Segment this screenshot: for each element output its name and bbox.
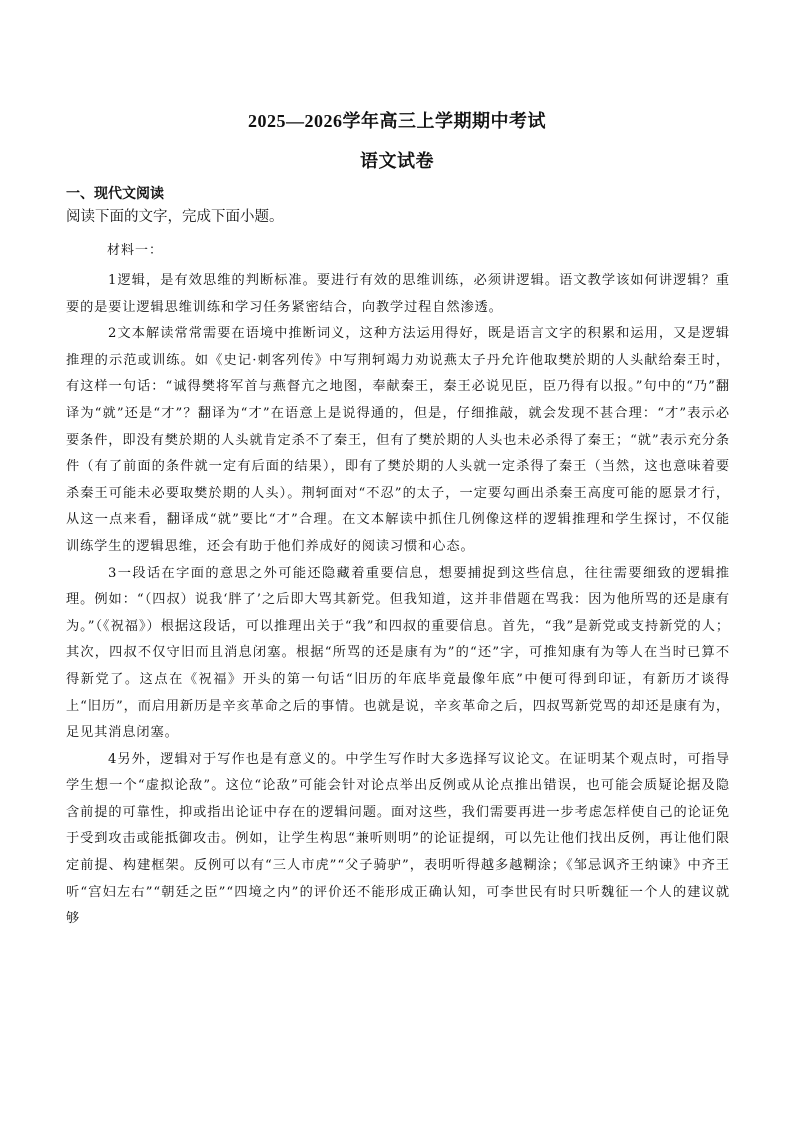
- material-label: 材料一：: [107, 243, 164, 258]
- paragraph-4: 4另外，逻辑对于写作也是有意义的。中学生写作时大多选择写议论文。在证明某个观点时，可指导学生想一个“虚拟论敌”。这位“论敌”可能会针对论点举出反例或从论点推出错误，也可能会质疑论据及隐含前提的可靠性，抑或指出论证中存在的逻辑问题。面对这些，我们需要再进一步考虑怎样使自己的论证免于受到攻击或能抵御攻击。例如，让学生构思“兼听则明”的论证提纲，可以先让他们找出反例，再让他们限定前提、构建框架。反例可以有“三人市虎”“父子骑驴”，表明听得越多越糊涂；《邹忌讽齐王纳谏》中齐王听“宫妇左右”“朝廷之臣”“四境之内”的评价还不能形成正确认知，可李世民有时只听魏征一个人的建议就够: [66, 751, 730, 927]
- paragraph-3: 3一段话在字面的意思之外可能还隐藏着重要信息，想要捕捉到这些信息，往往需要细致的逻辑推理。例如：“（四叔）说我‘胖了’之后即大骂其新党。但我知道，这并非借题在骂我：因为他所骂的还是康有为。”（《祝福》）根据这段话，可以推理出关于“我”和四叔的重要信息。首先，“我”是新党或支持新党的人；其次，四叔不仅守旧而且消息闭塞。根据“所骂的还是康有为”的“还”字，可推知康有为等人在当时已算不得新党了。这点在《祝福》开头的第一句话“旧历的年底毕竟最像年底”中便可得到印证，有新历才谈得上“旧历”，而启用新历是辛亥革命之后的事情。也就是说，辛亥革命之后，四叔骂新党骂的却还是康有为，足见其消息闭塞。: [66, 565, 730, 741]
- exam-title: 2025—2026学年高三上学期期中考试: [248, 111, 546, 131]
- section-heading: 一、现代文阅读: [66, 185, 164, 201]
- exam-subtitle: 语文试卷: [360, 151, 434, 171]
- paragraph-1: 1逻辑，是有效思维的判断标准。要进行有效的思维训练，必须讲逻辑。语文教学该如何讲逻辑？重要的是要让逻辑思维训练和学习任务紧密结合，向教学过程自然渗透。: [66, 273, 730, 315]
- reading-instruction: 阅读下面的文字，完成下面小题。: [66, 209, 284, 225]
- paragraph-2: 2文本解读常常需要在语境中推断词义，这种方法运用得好，既是语言文字的积累和运用，又是逻辑推理的示范或训练。如《史记·刺客列传》中写荆轲竭力劝说燕太子丹允许他取樊於期的人头献给秦王时，有这样一句话：“诚得樊将军首与燕督亢之地图，奉献秦王，秦王必说见臣，臣乃得有以报。”句中的“乃”翻译为“就”还是“才”？翻译为“才”在语意上是说得通的，但是，仔细推敲，就会发现不甚合理：“才”表示必要条件，即没有樊於期的人头就肯定杀不了秦王，但有了樊於期的人头也未必杀得了秦王；“就”表示充分条件（有了前面的条件就一定有后面的结果），即有了樊於期的人头就一定杀得了秦王（当然，这也意味着要杀秦王可能未必要取樊於期的人头）。荆轲面对“不忍”的太子，一定要勾画出杀秦王高度可能的愿景才行，从这一点来看，翻译成“就”要比“才”合理。在文本解读中抓住几例像这样的逻辑推理和学生探讨，不仅能训练学生的逻辑思维，还会有助于他们养成好的阅读习惯和心态。: [66, 326, 730, 554]
- article-body: [66, 268, 730, 933]
